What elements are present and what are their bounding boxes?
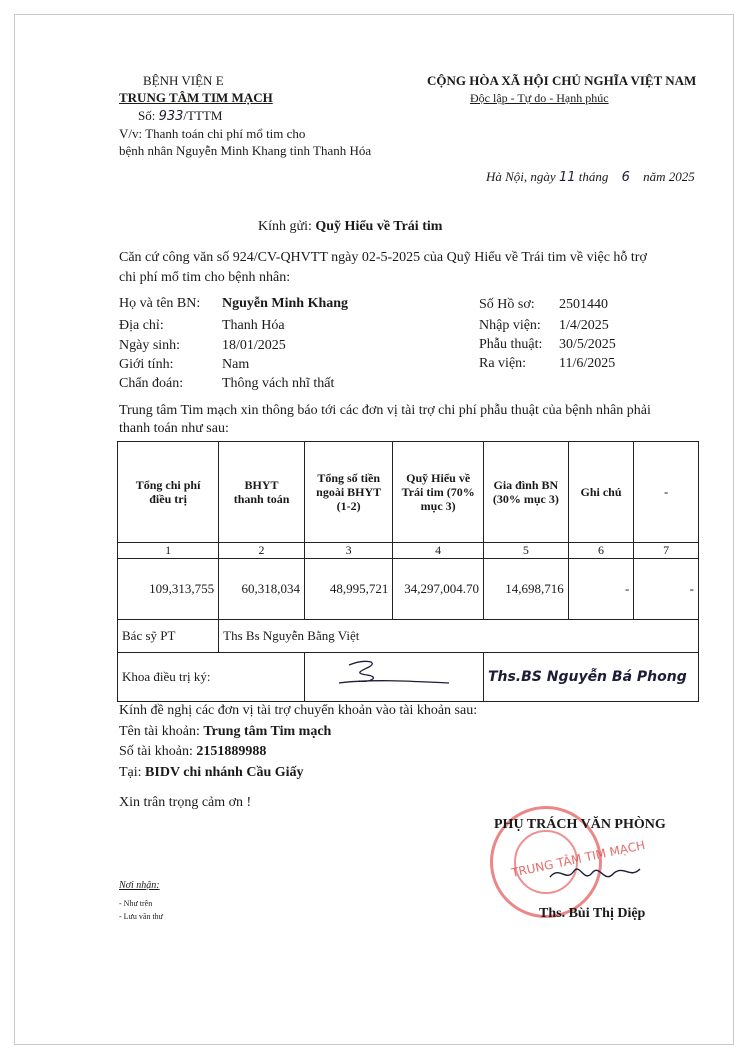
account-number-label: Số tài khoản: (119, 744, 193, 759)
col-number: 4 (393, 543, 484, 559)
thanks-line: Xin trân trọng cảm ơn ! (119, 795, 252, 810)
dob-label: Ngày sinh: (119, 338, 181, 353)
record-label: Số Hồ sơ: (479, 297, 535, 312)
diagnosis-value: Thông vách nhĩ thất (222, 376, 335, 391)
date-day: 11 (558, 170, 576, 185)
subject-line-1: V/v: Thanh toán chi phí mổ tim cho (119, 126, 306, 141)
hospital-name: BỆNH VIỆN E (143, 73, 224, 88)
subject-line-2: bệnh nhân Nguyễn Minh Khang tỉnh Thanh Hóa (119, 143, 372, 158)
col-number: 6 (568, 543, 634, 559)
recipient-item: - Như trên (119, 899, 153, 908)
admit-label: Nhập viện: (479, 318, 541, 333)
doc-no-handwritten: 933 (158, 109, 184, 124)
account-name: Trung tâm Tim mạch (203, 724, 332, 739)
signatory-name: Ths. Bùi Thị Diệp (539, 906, 646, 921)
notice-line-1: Trung tâm Tim mạch xin thông báo tới các đơn vị tài trợ chi phí phẫu thuật của bệnh nhân phải (119, 403, 651, 418)
address-label: Địa chỉ: (119, 318, 164, 333)
address-value: Thanh Hóa (222, 318, 285, 333)
intro-line-2: chi phí mổ tim cho bệnh nhân: (119, 270, 291, 285)
doc-no-suffix: /TTTM (183, 108, 223, 123)
col-number: 1 (118, 543, 219, 559)
account-number-line (119, 744, 266, 760)
bank-name: BIDV chi nhánh Cầu Giấy (145, 765, 304, 780)
diagnosis-label: Chẩn đoán: (119, 376, 184, 391)
admit-value: 1/4/2025 (559, 318, 609, 333)
dob-value: 18/01/2025 (222, 338, 286, 353)
value-total-cost: 109,313,755 (118, 559, 219, 620)
department-signer: Ths.BS Nguyễn Bá Phong (487, 669, 687, 685)
record-value: 2501440 (559, 297, 608, 312)
surgery-label: Phẫu thuật: (479, 337, 543, 352)
department-signature-cell (304, 653, 483, 702)
department-label: Khoa điều trị ký: (118, 653, 305, 702)
col-number: 2 (219, 543, 305, 559)
value-fund-share: 34,297,004.70 (393, 559, 484, 620)
value-family-share: 14,698,716 (483, 559, 568, 620)
surgery-value: 30/5/2025 (559, 337, 616, 352)
date-year: năm 2025 (643, 169, 695, 184)
table-value-row (118, 559, 699, 620)
table-number-row (118, 543, 699, 559)
department-signer-cell (483, 653, 698, 702)
doctor-label: Bác sỹ PT (118, 620, 219, 653)
bank-line (119, 765, 304, 781)
signatory-title: PHỤ TRÁCH VĂN PHÒNG (494, 817, 666, 832)
header-notes: Ghi chú (568, 442, 634, 543)
date-month-label: tháng (578, 169, 609, 184)
date-prefix: Hà Nội, ngày (486, 169, 556, 184)
account-name-line (119, 724, 331, 740)
signatory-signature (540, 855, 650, 895)
department-row (118, 653, 699, 702)
recipient-line (258, 219, 442, 235)
header-fund-share: Quỹ Hiểu về Trái tim (70% mục 3) (393, 442, 484, 543)
notice-line-2: thanh toán như sau: (119, 421, 229, 436)
motto: Độc lập - Tự do - Hạnh phúc (470, 91, 609, 105)
intro-line-1: Căn cứ công văn số 924/CV-QHVTT ngày 02-5-2025 của Quỹ Hiểu về Trái tim về việc hỗ trợ (119, 250, 647, 265)
recipient-label: Kính gửi: (258, 219, 312, 234)
col-number: 7 (634, 543, 699, 559)
gender-label: Giới tính: (119, 357, 174, 372)
discharge-value: 11/6/2025 (559, 356, 616, 371)
bank-label: Tại: (119, 765, 142, 780)
discharge-label: Ra viện: (479, 356, 527, 371)
doc-no-label: Số: (138, 108, 156, 123)
center-name: TRUNG TÂM TIM MẠCH (119, 90, 273, 105)
value-notes: - (568, 559, 634, 620)
header-family-share: Gia đình BN (30% mục 3) (483, 442, 568, 543)
value-extra: - (634, 559, 699, 620)
doctor-name: Ths Bs Nguyễn Bằng Việt (219, 620, 699, 653)
document-number (138, 108, 222, 124)
recipient-name: Quỹ Hiểu về Trái tim (315, 219, 443, 234)
doctor-row (118, 620, 699, 653)
header-extra: - (634, 442, 699, 543)
patient-name-label: Họ và tên BN: (119, 296, 201, 311)
date-month: 6 (621, 170, 630, 185)
header-insurance-paid: BHYT thanh toán (219, 442, 305, 543)
issue-date (486, 169, 695, 185)
transfer-request: Kính đề nghị các đơn vị tài trợ chuyển khoản vào tài khoản sau: (119, 703, 478, 718)
header-total-cost: Tổng chi phí điều trị (118, 442, 219, 543)
col-number: 5 (483, 543, 568, 559)
handwritten-signature (309, 653, 479, 697)
stamp-text: TRUNG TÂM TIM MẠCH (510, 837, 647, 881)
cost-table (117, 441, 699, 702)
gender-value: Nam (222, 357, 250, 372)
account-name-label: Tên tài khoản: (119, 724, 200, 739)
header-non-insurance: Tổng số tiền ngoài BHYT (1-2) (304, 442, 392, 543)
patient-name: Nguyễn Minh Khang (222, 296, 349, 311)
value-insurance-paid: 60,318,034 (219, 559, 305, 620)
recipients-title: Nơi nhận: (119, 880, 160, 891)
recipient-item: - Lưu văn thư (119, 912, 163, 921)
value-non-insurance: 48,995,721 (304, 559, 392, 620)
table-header-row (118, 442, 699, 543)
col-number: 3 (304, 543, 392, 559)
account-number: 2151889988 (196, 744, 267, 759)
country-name: CỘNG HÒA XÃ HỘI CHỦ NGHĨA VIỆT NAM (427, 73, 697, 88)
